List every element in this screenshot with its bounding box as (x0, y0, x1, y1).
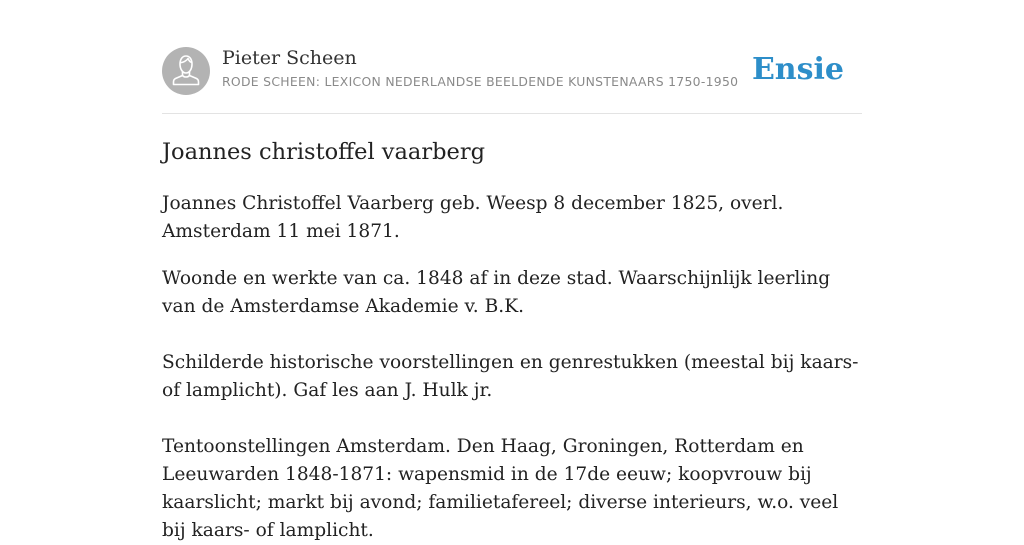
entry-card (162, 0, 862, 541)
paragraph-spacer (162, 321, 862, 349)
source-title[interactable]: RODE SCHEEN: LEXICON NEDERLANDSE BEELDENDE KUNSTENAARS 1750-1950 (222, 74, 739, 89)
entry-title: Joannes christoffel vaarberg (162, 139, 485, 165)
entry-paragraph: Schilderde historische voorstellingen en genrestukken (meestal bij kaars- of lamplicht). Gaf les aan J. Hulk jr. (162, 352, 859, 401)
entry-paragraph: Tentoonstellingen Amsterdam. Den Haag, Groningen, Rotterdam en Leeuwarden 1848-1871: wapensmid in de 17de eeuw; koopvrouw bij kaarslicht; markt bij avond; familietafereel; diverse interieurs, w.o. veel bij kaars- of lamplicht. (162, 436, 839, 541)
author-avatar[interactable] (162, 47, 210, 95)
user-silhouette-icon (162, 47, 210, 95)
ensie-logo[interactable]: Ensie (751, 52, 844, 87)
header-divider (162, 113, 862, 114)
author-name[interactable]: Pieter Scheen (222, 47, 357, 69)
entry-paragraph: Woonde en werkte van ca. 1848 af in deze stad. Waarschijnlijk leerling van de Amsterdamse Akademie v. B.K. (162, 268, 831, 317)
entry-header (162, 46, 862, 96)
paragraph-spacer (162, 405, 862, 433)
entry-body (162, 190, 862, 545)
entry-paragraph: Joannes Christoffel Vaarberg geb. Weesp 8 december 1825, overl. Amsterdam 11 mei 1871. (162, 193, 784, 242)
